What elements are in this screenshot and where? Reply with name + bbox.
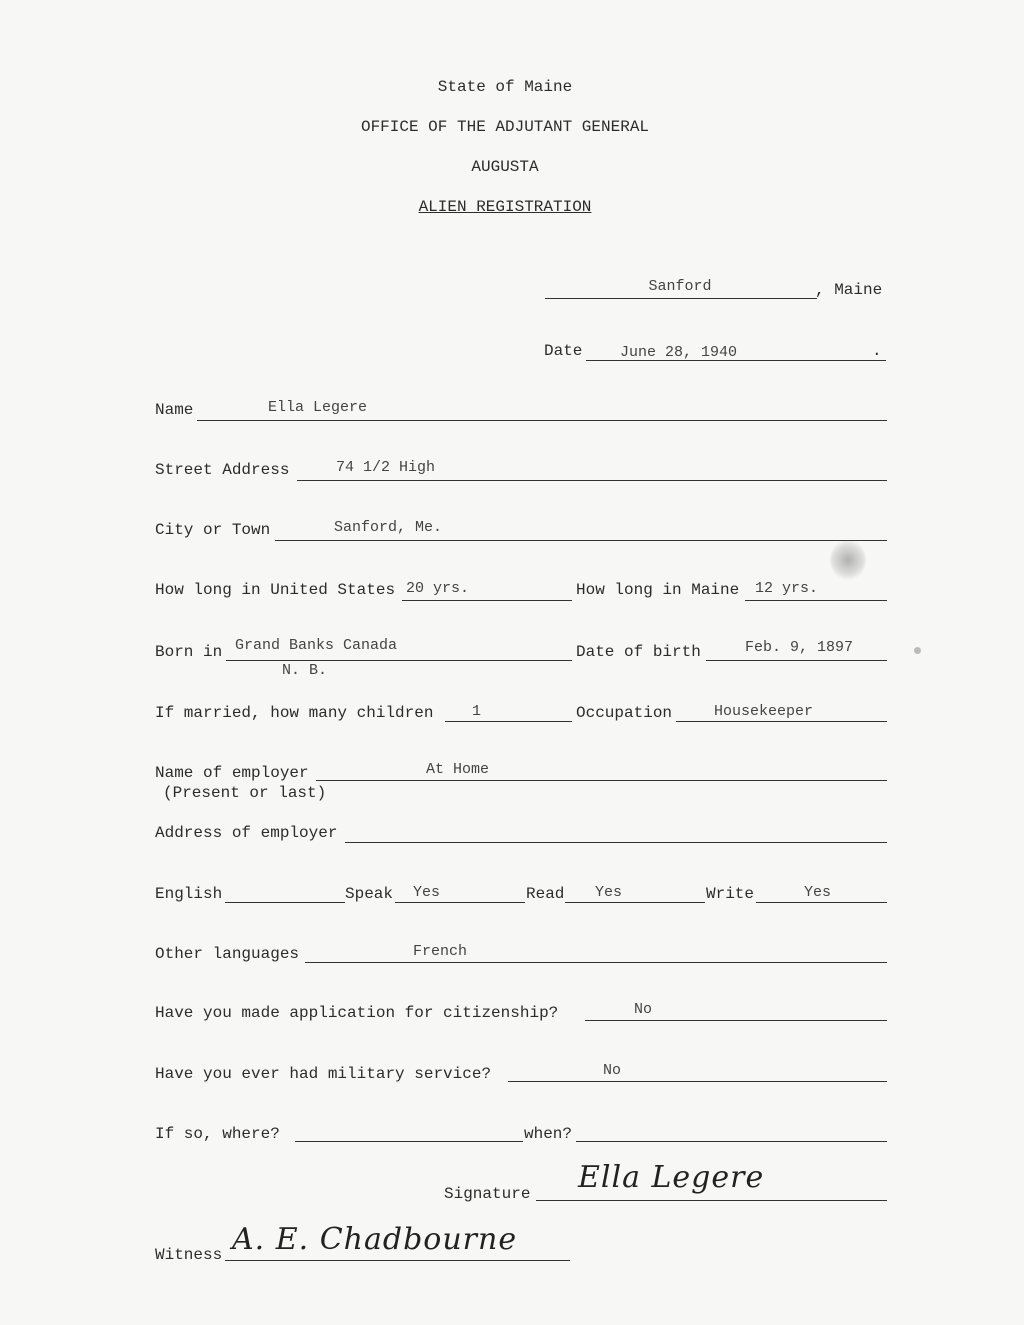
born-in-label: Born in <box>155 643 223 661</box>
years-us-line <box>402 600 572 601</box>
english-line <box>225 902 345 903</box>
header-state: State of Maine <box>437 78 573 96</box>
english-label: English <box>155 885 223 903</box>
witness-handwriting: A. E. Chadbourne <box>232 1222 518 1257</box>
dob-value: Feb. 9, 1897 <box>745 639 854 656</box>
name-label: Name <box>155 401 194 419</box>
where-line <box>295 1141 523 1142</box>
signature-line <box>536 1200 887 1201</box>
witness-label: Witness <box>155 1246 223 1264</box>
born-in-value: Grand Banks Canada <box>235 637 398 654</box>
employer-label: Name of employer <box>155 764 309 782</box>
city-label: City or Town <box>155 521 271 539</box>
children-line <box>445 721 572 722</box>
town-line <box>545 298 817 299</box>
employer-address-label: Address of employer <box>155 824 338 842</box>
street-line <box>297 480 887 481</box>
street-value: 74 1/2 High <box>336 459 436 476</box>
military-label: Have you ever had military service? <box>155 1065 492 1083</box>
other-languages-value: French <box>413 943 468 960</box>
citizenship-label: Have you made application for citizenship? <box>155 1004 559 1022</box>
dob-line <box>706 660 887 661</box>
years-maine-value: 12 yrs. <box>755 580 819 597</box>
street-label: Street Address <box>155 461 290 479</box>
speak-label: Speak <box>345 885 394 903</box>
years-maine-line <box>745 600 887 601</box>
read-label: Read <box>526 885 565 903</box>
when-label: when? <box>524 1125 573 1143</box>
military-line <box>508 1081 887 1082</box>
city-value: Sanford, Me. <box>334 519 443 536</box>
header-title: ALIEN REGISTRATION <box>418 198 592 216</box>
years-maine-label: How long in Maine <box>576 581 740 599</box>
stray-mark <box>914 647 921 654</box>
read-line <box>565 902 705 903</box>
name-value: Ella Legere <box>268 399 368 416</box>
signature-handwriting: Ella Legere <box>578 1160 765 1195</box>
city-line <box>275 540 887 541</box>
header-city: AUGUSTA <box>471 158 539 176</box>
citizenship-value: No <box>634 1001 653 1018</box>
signature-label: Signature <box>444 1185 531 1203</box>
speak-line <box>395 902 525 903</box>
date-value: June 28, 1940 <box>620 344 738 361</box>
town-value: Sanford <box>648 278 712 295</box>
occupation-line <box>676 721 887 722</box>
write-line <box>756 902 887 903</box>
where-label: If so, where? <box>155 1125 280 1143</box>
occupation-value: Housekeeper <box>714 703 814 720</box>
when-line <box>576 1141 887 1142</box>
occupation-label: Occupation <box>576 704 673 722</box>
years-us-value: 20 yrs. <box>406 580 470 597</box>
read-value: Yes <box>595 884 623 901</box>
other-languages-label: Other languages <box>155 945 300 963</box>
date-label: Date <box>544 342 583 360</box>
date-line <box>586 360 886 361</box>
header-office: OFFICE OF THE ADJUTANT GENERAL <box>360 118 650 136</box>
children-label: If married, how many children <box>155 704 434 722</box>
citizenship-line <box>585 1020 887 1021</box>
children-value: 1 <box>472 703 482 720</box>
name-line <box>197 420 887 421</box>
employer-line <box>316 780 887 781</box>
born-in-line <box>226 660 572 661</box>
write-label: Write <box>706 885 755 903</box>
date-end: . <box>872 342 882 360</box>
write-value: Yes <box>804 884 832 901</box>
speak-value: Yes <box>413 884 441 901</box>
ink-smudge <box>830 540 866 580</box>
dob-label: Date of birth <box>576 643 701 661</box>
employer-address-line <box>345 842 887 843</box>
born-in-value-2: N. B. <box>282 662 328 679</box>
employer-value: At Home <box>426 761 490 778</box>
military-value: No <box>603 1062 622 1079</box>
years-us-label: How long in United States <box>155 581 396 599</box>
employer-sub: (Present or last) <box>163 784 327 802</box>
other-languages-line <box>305 962 887 963</box>
witness-line <box>225 1260 570 1261</box>
state-suffix: , Maine <box>815 281 883 299</box>
